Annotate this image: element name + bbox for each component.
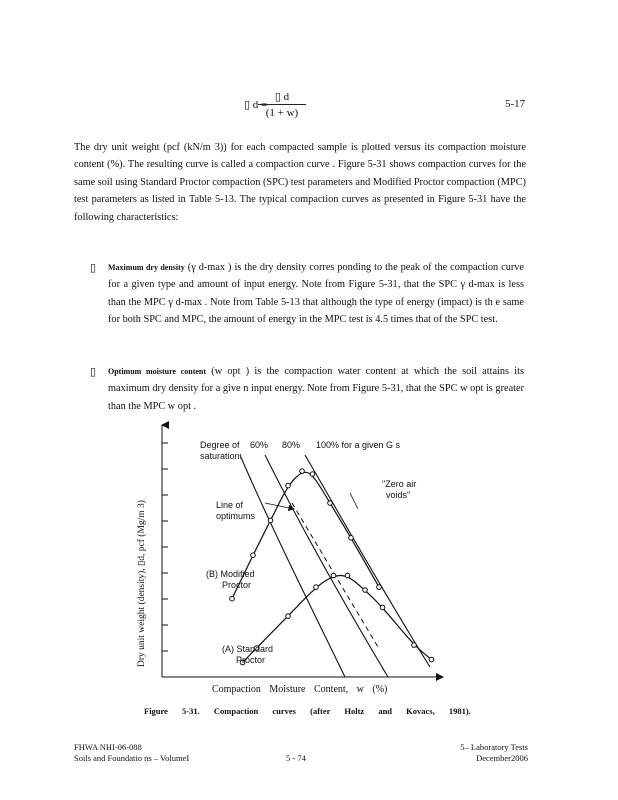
term-maximum-dry-density: Maximum dry density: [108, 263, 185, 272]
equation-fraction: [258, 90, 306, 119]
y-ticks: [162, 443, 168, 651]
y-axis-label: Dry unit weight (density), ▯d, pcf (Mg/m 3): [137, 500, 147, 667]
modified-proctor-point-3: [268, 518, 273, 523]
footer-report-number: FHWA NHI-06-088: [74, 742, 142, 752]
modified-proctor-point-8: [349, 536, 354, 541]
standard-proctor-point-9: [412, 643, 417, 648]
equation-numerator: ▯ d: [258, 90, 306, 105]
modified-proctor-label-1: (B) Modified: [206, 569, 255, 579]
term-optimum-moisture-content: Optimum moisture content: [108, 367, 207, 376]
saturation-header-line2: saturation:: [200, 451, 243, 461]
line-of-optimums-label-2: optimums: [216, 511, 256, 521]
modified-proctor-point-9: [377, 585, 382, 590]
saturation-80-label: 80%: [282, 440, 301, 450]
standard-proctor-point-10: [429, 657, 434, 662]
standard-proctor-point-3: [286, 614, 291, 619]
modified-proctor-point-2: [251, 553, 256, 558]
modified-proctor-point-4: [286, 483, 291, 488]
footer-left: [74, 742, 189, 764]
x-axis-label: Compaction Moisture Content, w (%): [212, 684, 388, 695]
standard-proctor-label-1: (A) Standard: [222, 644, 274, 654]
standard-proctor-point-7: [363, 588, 368, 593]
symbol-gamma-dmax: (γ d-max ): [187, 262, 232, 273]
zero-air-voids-pointer: [350, 493, 358, 509]
standard-proctor-point-5: [331, 573, 336, 578]
modified-proctor-point-5: [300, 469, 305, 474]
bullet-maximum-dry-density: [108, 259, 524, 329]
modified-proctor-curve: [232, 472, 379, 598]
figure-caption: Figure 5-31. Compaction curves (after Holtz and Kovacs, 1981).: [144, 706, 471, 716]
standard-proctor-point-6: [345, 573, 350, 578]
saturation-header-line1: Degree of: [200, 440, 240, 450]
standard-proctor-point-8: [380, 605, 385, 610]
modified-proctor-point-7: [328, 501, 333, 506]
footer-page-number: 5 - 74: [286, 753, 306, 763]
equation-lhs: ▯ d =: [244, 99, 268, 111]
bullet-marker-1: ▯: [90, 262, 97, 274]
footer-date: December2006: [476, 753, 528, 763]
standard-proctor-label-2: Proctor: [236, 655, 266, 665]
bullet-1-text: is the dry density corres ponding to the peak of the compaction curve for a given type and amount of input energy. Note from Figure 5-31, that the SPC γ d-max is less than the MPC γ d-max . Note from Table 5-13 that although the type of energy (impact) is th e same for both SPC and MPC, the amount of energy in the MPC test is 4.5 times that of the SPC test.: [108, 262, 525, 326]
modified-proctor-label-2: Proctor: [222, 580, 252, 590]
modified-proctor-point-1: [230, 596, 235, 601]
footer-chapter: 5– Laboratory Tests: [460, 742, 528, 752]
modified-proctor-point-6: [310, 472, 315, 477]
intro-paragraph: The dry unit weight (pcf (kN/m 3)) for each compacted sample is plotted versus its compaction moisture content (%). The resulting curve is called a compaction curve . Figure 5-31 shows compaction curves for the same soil using Standard Proctor compaction (SPC) test parameters and Modified Proctor compaction (MPC) test parameters as listed in Table 5-13. The typical compaction curves as presented in Figure 5-31 have the following characteristics:: [74, 142, 526, 223]
standard-proctor-point-4: [314, 585, 319, 590]
bullet-optimum-moisture: [108, 363, 524, 415]
saturation-100-label: 100% for a given G s: [316, 440, 401, 450]
zero-air-voids-label-2: voids": [386, 490, 411, 500]
bullet-2-text: is the compaction water content at which the soil attains its maximum dry density for a give n input energy. Note from Figure 5-31, that the SPC w opt is greater than the MPC w opt .: [108, 366, 525, 412]
footer-right: [438, 742, 528, 764]
line-of-optimums-label-1: Line of: [216, 500, 244, 510]
saturation-60-label: 60%: [250, 440, 269, 450]
symbol-w-opt: (w opt ): [211, 366, 250, 377]
zero-air-voids-label-1: "Zero air: [382, 479, 417, 489]
bullet-marker-2: ▯: [90, 366, 97, 378]
footer-manual-title: Soils and Foundatio ns – VolumeI: [74, 753, 190, 763]
equation-denominator: (1 + w): [265, 107, 299, 119]
equation-number: 5-17: [505, 98, 526, 110]
compaction-curves-chart: [120, 415, 450, 705]
